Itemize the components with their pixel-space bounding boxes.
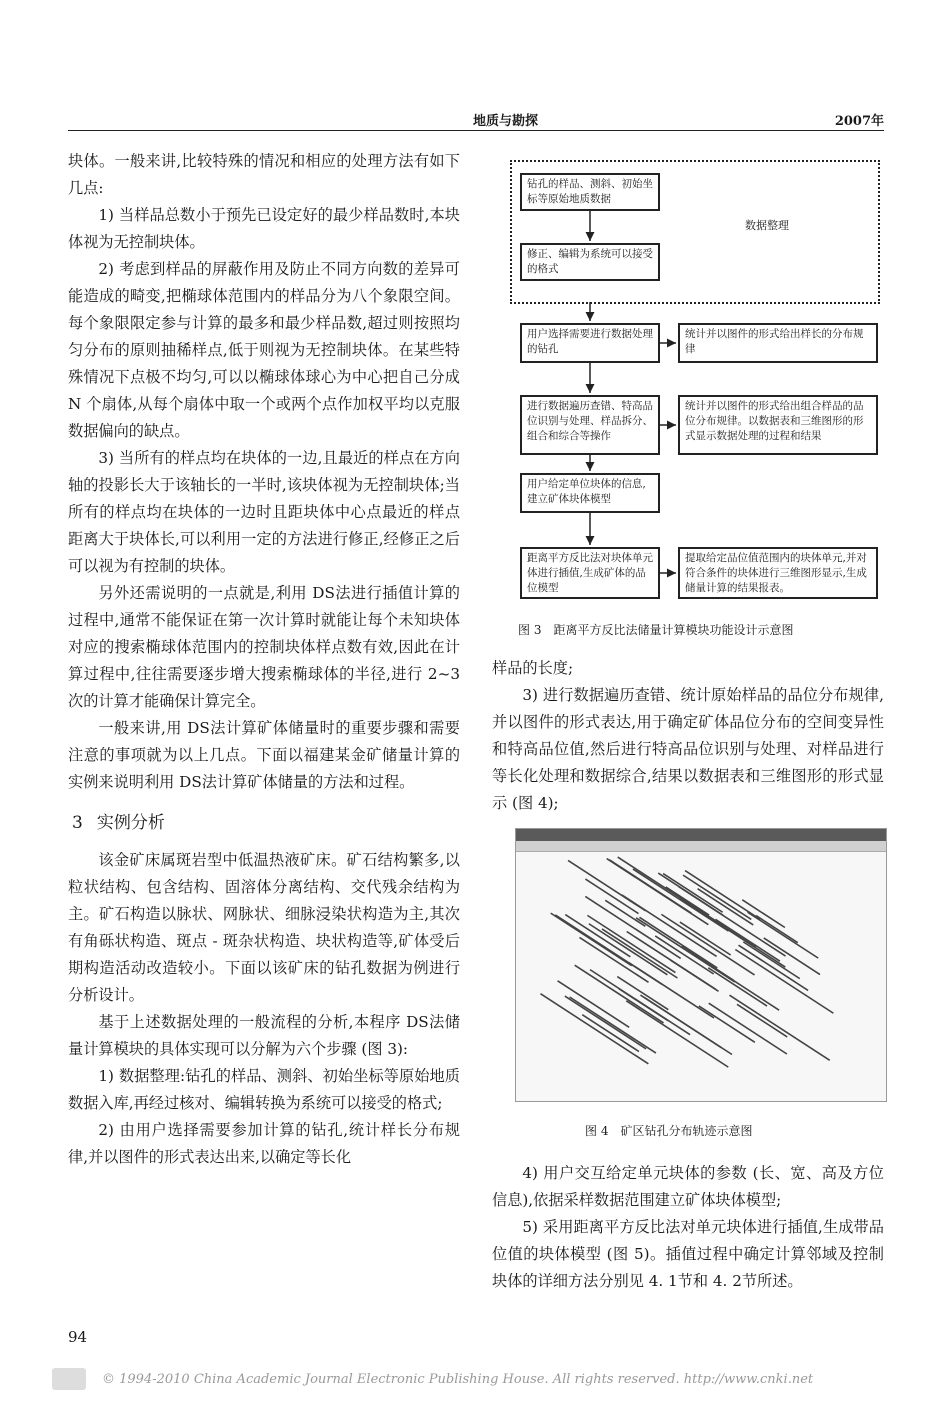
paragraph: 另外还需说明的一点就是,利用 DS法进行插值计算的过程中,通常不能保证在第一次计算时就能让每个未知块体对应的搜索椭球体范围内的控制块体样点数有效,因此在计算过程中,往往需要逐步增大搜索椭球体的半径,进行 2~3次的计算才能确保计算完全。: [68, 584, 460, 710]
flowchart-figure-3: [490, 155, 890, 635]
drillhole-trace: [626, 1001, 728, 1067]
paragraph: 1) 当样品总数小于预先已设定好的最少样品数时,本块体视为无控制块体。: [68, 206, 460, 251]
journal-year: 2007年: [834, 114, 884, 129]
paragraph: 2) 考虑到样品的屏蔽作用及防止不同方向数的差异可能造成的畸变,把椭球体范围内的样品分为八个象限空间。每个象限限定参与计算的最多和最少样品数,超过则按照均匀分布的原则抽稀样点,低于则视为无控制块体。在某些特殊情况下点极不均匀,可以以椭球体球心为中心把自己分成 N 个扇体,从每个扇体中取一个或两个点作加权平均以克服数据偏向的缺点。: [68, 260, 460, 440]
paragraph: 5) 采用距离平方反比法对单元块体进行插值,生成带品位值的块体模型 (图 5)。插值过程中确定计算邻域及控制块体的详细方法分别见 4. 1节和 4. 2节所述。: [492, 1218, 884, 1290]
drillhole-trace: [737, 1004, 787, 1037]
flow-box-format: 修正、编辑为系统可以接受的格式: [520, 243, 660, 281]
drillhole-traces: [516, 852, 884, 1100]
paragraph: 4) 用户交互给定单元块体的参数 (长、宽、高及方位信息),依据采样数据范围建立矿体块体模型;: [492, 1164, 884, 1209]
paragraph: 3) 当所有的样点均在块体的一边,且最近的样点在方向轴的投影长大于该轴长的一半时,该块体视为无控制块体;当所有的样点均在块体的一边时且距块体中心点最近的样点距离大于块体长,可以利用一定的方法进行修正,经修正之后可以视为有控制的块体。: [68, 449, 460, 575]
figure-caption: 图 3 距离平方反比法储量计算模块功能设计示意图: [518, 623, 794, 637]
journal-name: 地质与勘探: [473, 114, 539, 129]
flow-box-select-holes: 用户选择需要进行数据处理的钻孔: [520, 323, 660, 363]
window-titlebar: [516, 829, 886, 841]
group-label: 数据整理: [745, 219, 789, 232]
flow-box-traverse: 进行数据遍历查错、特高品位识别与处理、样品拆分、组合和综合等操作: [520, 395, 660, 455]
drillhole-trace: [730, 995, 830, 1060]
drillhole-trace: [698, 889, 754, 925]
paragraph: 一般来讲,用 DS法计算矿体储量时的重要步骤和需要注意的事项就为以上几点。下面以福建某金矿储量计算的实例来说明利用 DS法计算矿体储量的方法和过程。: [68, 719, 460, 791]
running-header: [68, 108, 884, 131]
drillhole-trace-figure: [515, 828, 887, 1102]
paragraph: 样品的长度;: [492, 659, 574, 677]
drillhole-trace: [575, 965, 664, 1023]
right-column: [492, 655, 884, 817]
copyright-footer: © 1994-2010 China Academic Journal Electronic Publishing House. All rights reserved. http://www.cnki.net: [102, 1372, 814, 1387]
drillhole-trace: [683, 875, 751, 919]
drillhole-trace: [582, 1015, 639, 1052]
flow-box-raw-data: 钻孔的样品、测斜、初始坐标等原始地质数据: [520, 173, 660, 211]
drillhole-trace: [661, 914, 754, 975]
drillhole-trace: [645, 998, 732, 1055]
paragraph: 3) 进行数据遍历查错、统计原始样品的品位分布规律,并以图件的形式表达,用于确定矿体品位分布的空间变异性和特高品位值,然后进行特高品位识别与处理、对样品进行等长化处理和数据综合,结果以数据表和三维图形的形式显示 (图 4);: [492, 686, 884, 812]
flow-box-block-model: 用户给定单位块体的信息,建立矿体块体模型: [520, 473, 660, 513]
window-toolbar: [516, 841, 886, 852]
drillhole-trace: [590, 970, 690, 1035]
drillhole-trace: [570, 997, 656, 1053]
cnki-logo: [52, 1368, 86, 1390]
drillhole-trace: [756, 916, 798, 943]
paragraph: 基于上述数据处理的一般流程的分析,本程序 DS法储量计算模块的具体实现可以分解为六个步骤 (图 3):: [68, 1013, 460, 1058]
section-heading: [72, 810, 460, 837]
left-column: [68, 148, 460, 1171]
flow-box-report: 提取给定品位值范围内的块体单元,并对符合条件的块体进行三维图形显示,生成储量计算的结果报表。: [678, 547, 878, 599]
section-title: 实例分析: [96, 813, 165, 833]
paragraph: 1) 数据整理:钻孔的样品、测斜、初始坐标等原始地质数据入库,再经过核对、编辑转换为系统可以接受的格式;: [68, 1067, 460, 1112]
drillhole-trace: [585, 879, 638, 913]
drillhole-trace: [565, 915, 630, 957]
drillhole-trace: [739, 945, 809, 990]
paragraph: 该金矿床属斑岩型中低温热液矿床。矿石结构繁多,以粒状结构、包含结构、固溶体分离结构、交代残余结构为主。矿石构造以脉状、网脉状、细脉浸染状构造为主,其次有角砾状构造、斑点 - 斑杂状构造、块状构造等,矿体受后期构造活动改造较小。下面以该矿床的钻孔数据为例进行分析设计。: [68, 851, 460, 1004]
right-column-lower: [492, 1160, 884, 1295]
section-number: 3: [72, 813, 83, 833]
flow-box-grade-stats: 统计并以图件的形式给出组合样品的品位分布规律。以数据表和三维图形的形式显示数据处理的过程和结果: [678, 395, 878, 455]
flow-arrows: [490, 155, 890, 635]
paragraph: 块体。一般来讲,比较特殊的情况和相应的处理方法有如下几点:: [68, 152, 460, 197]
page-number: 94: [68, 1328, 88, 1346]
figure-caption: 图 4 矿区钻孔分布轨迹示意图: [585, 1124, 753, 1138]
paragraph: 2) 由用户选择需要参加计算的钻孔,统计样长分布规律,并以图件的形式表达出来,以确定等长化: [68, 1121, 460, 1166]
flow-box-length-stats: 统计并以图件的形式给出样长的分布规律: [678, 323, 878, 363]
flow-box-interpolate: 距离平方反比法对块体单元体进行插值,生成矿体的品位模型: [520, 547, 660, 599]
drillhole-trace: [735, 949, 833, 1013]
